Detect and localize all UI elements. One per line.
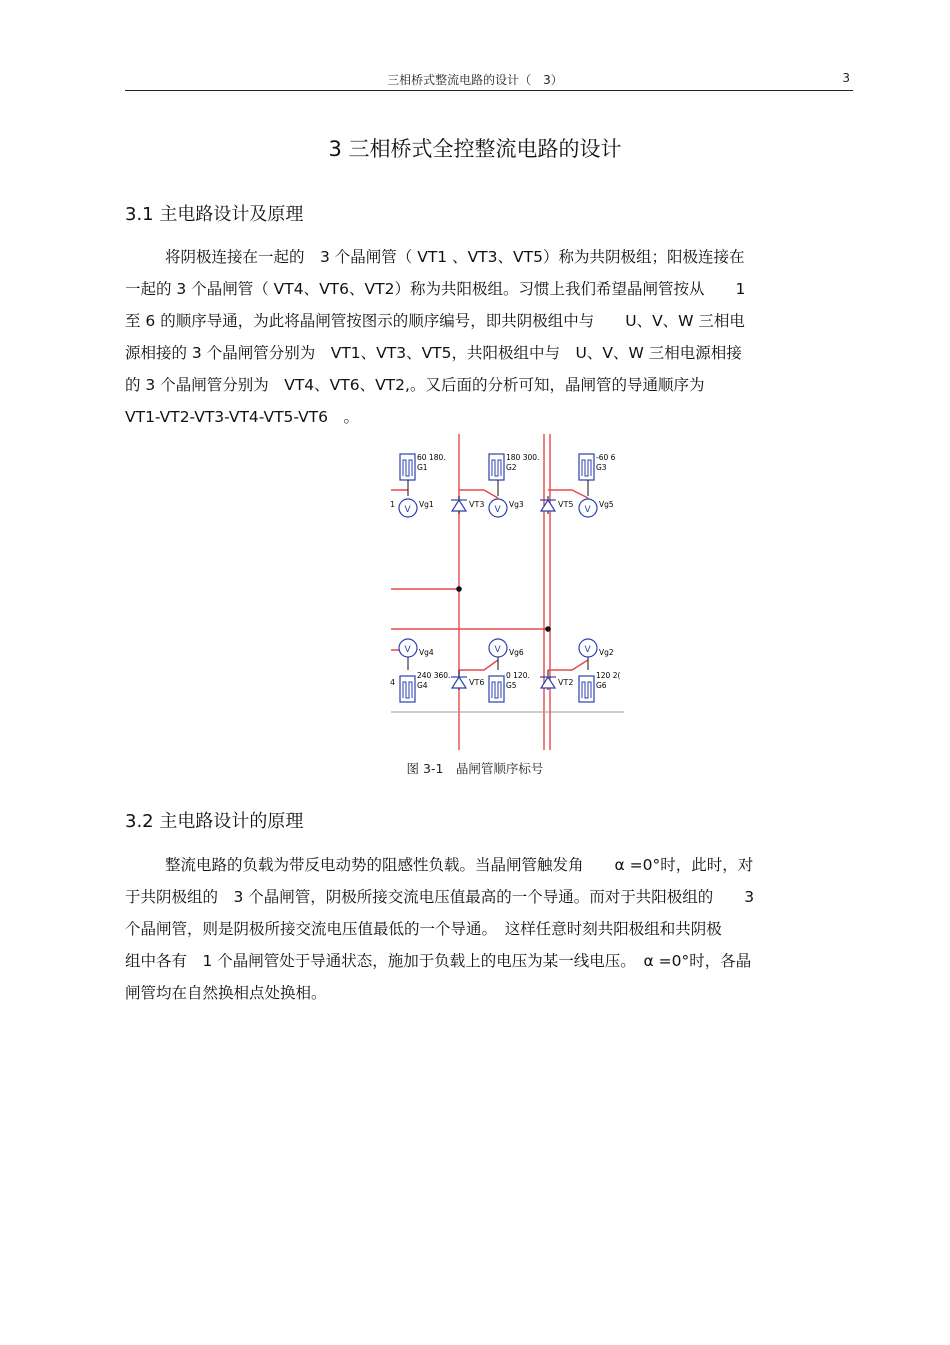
gate-params-g5: 0 120.	[506, 671, 530, 680]
thyristor-label-vt5: VT5	[558, 500, 574, 509]
running-header-page-number: 3	[842, 71, 850, 85]
gate-params-g2: 180 300.	[506, 453, 540, 462]
paragraph-line: 一起的 3 个晶闸管（ VT4、VT6、VT2）称为共阳极组。习惯上我们希望晶闸管按从 1	[125, 280, 746, 298]
section-3-2-paragraph	[125, 849, 850, 1009]
wire-vt5-gate	[548, 490, 588, 498]
gate-generator-g2	[489, 453, 539, 496]
meter-label-vg2: Vg2	[599, 648, 614, 657]
gate-params-g6: 120 2(	[596, 671, 621, 680]
voltmeter-vg5	[579, 499, 614, 517]
voltmeter-vg2	[579, 639, 614, 670]
meter-label-vg5: Vg5	[599, 500, 614, 509]
gate-generator-g3	[579, 453, 616, 496]
junctions	[457, 496, 551, 690]
figure-caption: 图 3-1 晶闸管顺序标号	[406, 761, 544, 776]
wire-vt6-gate	[459, 660, 498, 670]
paragraph-line: 至 6 的顺序导通，为此将晶闸管按图示的顺序编号，即共阴极组中与 U、V、W 三相电	[125, 312, 745, 330]
gate-label-g5: G5	[506, 681, 517, 690]
svg-text:V: V	[404, 505, 411, 515]
thyristor-vt5-symbol	[541, 500, 555, 511]
svg-text:V: V	[494, 645, 501, 655]
meter-label-vg3: Vg3	[509, 500, 524, 509]
meter-label-vg1: Vg1	[419, 500, 434, 509]
thyristor-vt2-symbol	[541, 677, 555, 688]
gate-generator-g4	[400, 671, 450, 702]
paragraph-line: 闸管均在自然换相点处换相。	[125, 984, 327, 1002]
paragraph-line: 个晶闸管，则是阴极所接交流电压值最低的一个导通。 这样任意时刻共阳极组和共阴极	[125, 920, 722, 938]
svg-text:V: V	[404, 645, 411, 655]
section-3-1-paragraph	[125, 241, 850, 433]
voltmeter-vg3	[489, 499, 524, 517]
thyristor-bridge-figure	[388, 434, 624, 750]
wire-vt3-gate	[459, 490, 498, 498]
voltmeter-vg4	[399, 639, 434, 670]
paragraph-line: 源相接的 3 个晶闸管分别为 VT1、VT3、VT5，共阳极组中与 U、V、W 三相电源相接	[125, 344, 742, 362]
thyristor-vt3-symbol	[452, 500, 466, 511]
gate-generator-g6	[579, 671, 620, 702]
paragraph-line: VT1-VT2-VT3-VT4-VT5-VT6 。	[125, 408, 360, 426]
gate-params-g4: 240 360.	[417, 671, 451, 680]
thyristor-vt6-symbol	[452, 677, 466, 688]
gate-label-g1: G1	[417, 463, 428, 472]
cut-label-1: 1	[390, 500, 396, 509]
svg-text:V: V	[494, 505, 501, 515]
gate-label-g4: G4	[417, 681, 428, 690]
svg-text:V: V	[584, 505, 591, 515]
wire-vt2-gate	[548, 660, 588, 670]
running-header-title: 三相桥式整流电路的设计（ 3）	[387, 73, 563, 87]
thyristor-label-vt6: VT6	[469, 678, 485, 687]
chapter-title: 3 三相桥式全控整流电路的设计	[328, 137, 622, 161]
svg-text:V: V	[584, 645, 591, 655]
gate-generator-g5	[489, 671, 530, 702]
thyristor-label-vt3: VT3	[469, 500, 485, 509]
gate-label-g6: G6	[596, 681, 607, 690]
paragraph-line: 的 3 个晶闸管分别为 VT4、VT6、VT2,。又后面的分析可知，晶闸管的导通顺序为	[125, 376, 705, 394]
paragraph-line: 于共阴极组的 3 个晶闸管，阴极所接交流电压值最高的一个导通。而对于共阳极组的 3	[125, 888, 755, 906]
paragraph-line: 整流电路的负载为带反电动势的阻感性负载。当晶闸管触发角 α =0°时，此时，对	[165, 856, 754, 874]
cut-label-4: 4	[390, 678, 396, 687]
meter-label-vg6: Vg6	[509, 648, 524, 657]
gate-params-g3: -60 6	[596, 453, 616, 462]
section-heading-3-1: 3.1 主电路设计及原理	[125, 204, 304, 225]
gate-params-g1: 60 180.	[417, 453, 446, 462]
section-heading-3-2: 3.2 主电路设计的原理	[125, 811, 304, 832]
junction-dot	[546, 627, 551, 632]
paragraph-line: 组中各有 1 个晶闸管处于导通状态，施加于负载上的电压为某一线电压。 α =0°时，各晶	[125, 952, 752, 970]
voltmeter-vg1	[399, 499, 434, 517]
header-divider	[125, 90, 853, 91]
paragraph-line: 将阴极连接在一起的 3 个晶闸管（ VT1 、VT3、VT5）称为共阴极组；阳极连接在	[165, 248, 745, 266]
voltmeter-vg6	[489, 639, 524, 670]
junction-dot	[457, 587, 462, 592]
gate-label-g3: G3	[596, 463, 607, 472]
meter-label-vg4: Vg4	[419, 648, 434, 657]
gate-label-g2: G2	[506, 463, 517, 472]
thyristor-label-vt2: VT2	[558, 678, 574, 687]
